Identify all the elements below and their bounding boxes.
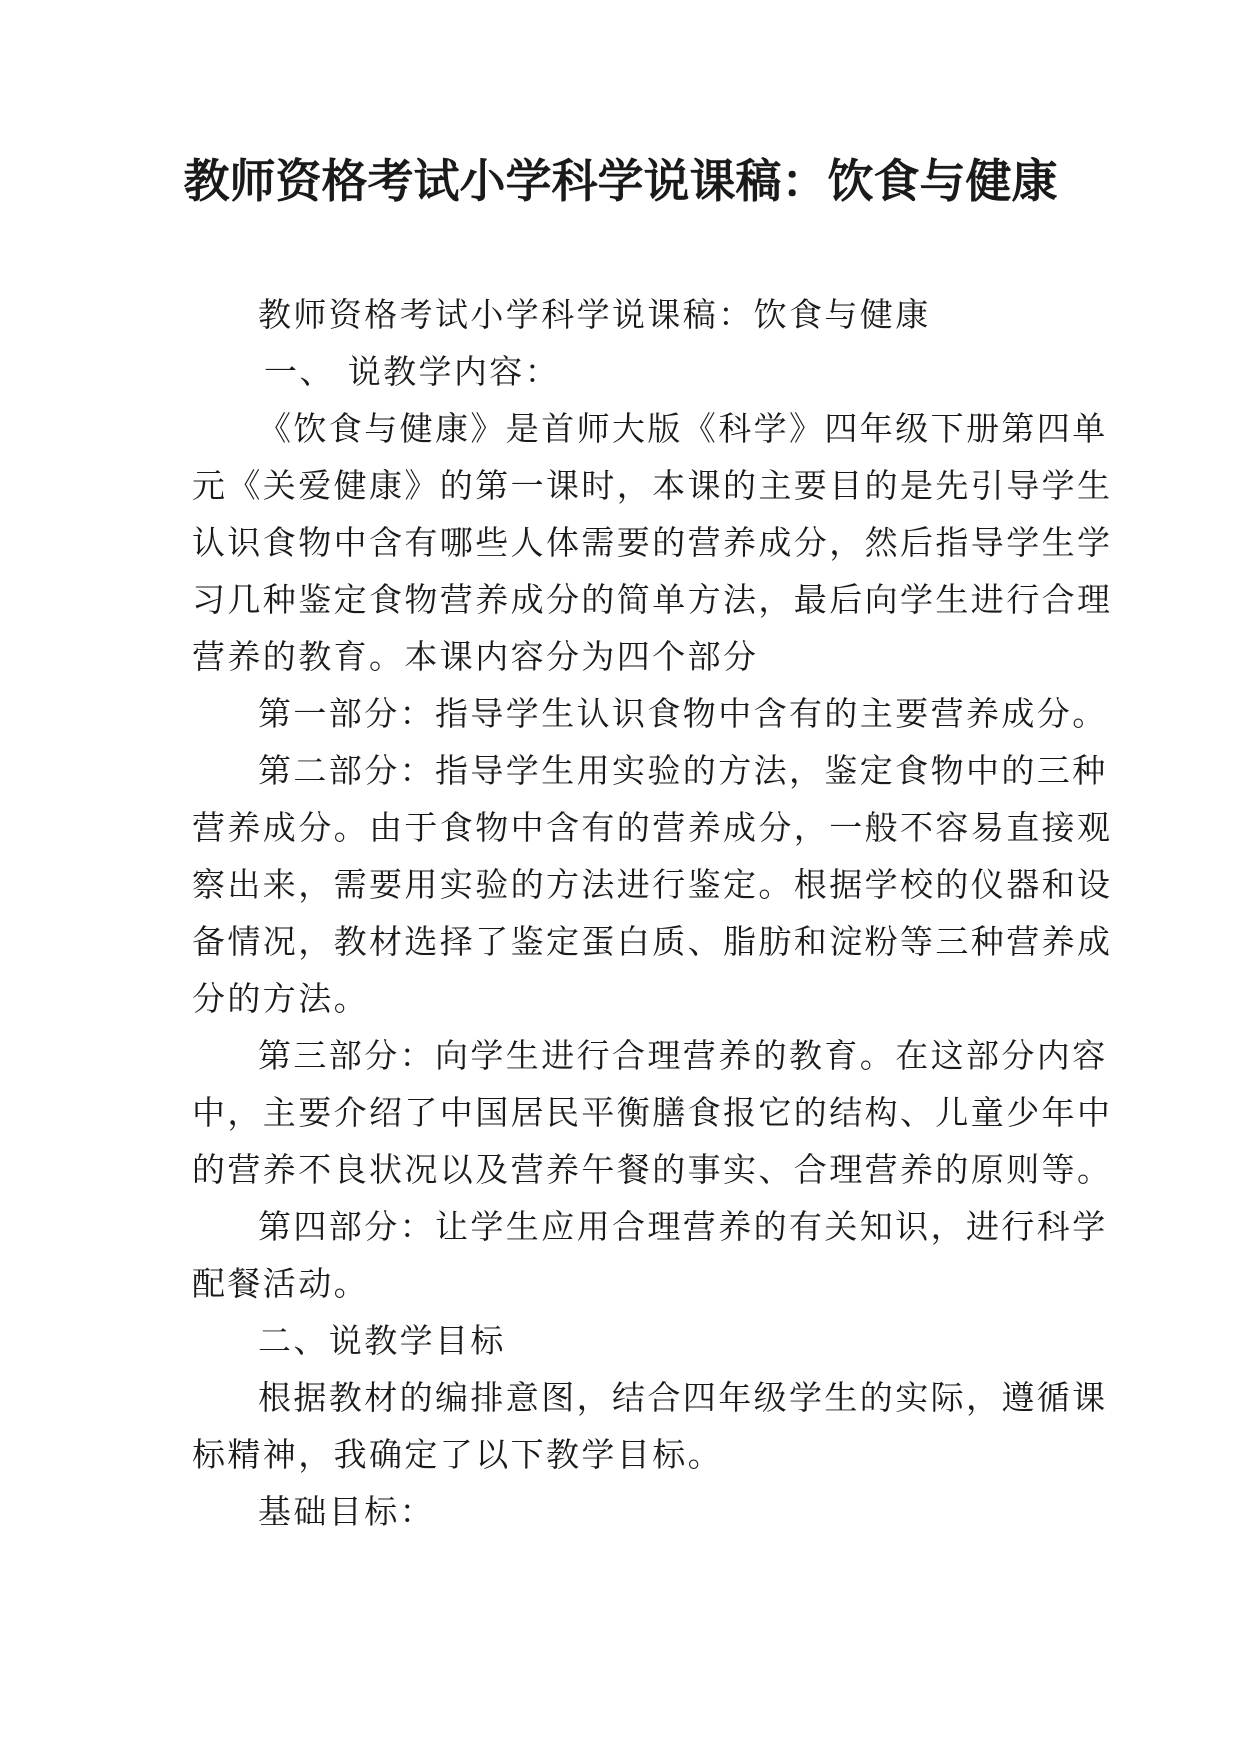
paragraph-line: 察出来，需要用实验的方法进行鉴定。根据学校的仪器和设 [192,865,1113,904]
subtitle-line: 教师资格考试小学科学说课稿：饮食与健康 [258,295,931,334]
paragraph-line: 备情况，教材选择了鉴定蛋白质、脂肪和淀粉等三种营养成 [192,922,1113,961]
paragraph-line: 分的方法。 [192,979,369,1018]
paragraph-line: 根据教材的编排意图，结合四年级学生的实际，遵循课 [258,1378,1108,1417]
paragraph-line: 第四部分：让学生应用合理营养的有关知识，进行科学 [258,1207,1108,1246]
paragraph-line: 认识食物中含有哪些人体需要的营养成分，然后指导学生学 [192,523,1113,562]
paragraph-line: 营养的教育。本课内容分为四个部分 [192,637,759,676]
paragraph-line: 元《关爱健康》的第一课时，本课的主要目的是先引导学生 [192,466,1113,505]
paragraph-line: 第二部分：指导学生用实验的方法，鉴定食物中的三种 [258,751,1108,790]
paragraph-line: 中，主要介绍了中国居民平衡膳食报它的结构、儿童少年中 [192,1093,1113,1132]
paragraph-line: 第一部分：指导学生认识食物中含有的主要营养成分。 [258,694,1108,733]
paragraph-line: 《饮食与健康》是首师大版《科学》四年级下册第四单 [258,409,1108,448]
subheading-basic-goals: 基础目标： [258,1492,435,1531]
paragraph-line: 营养成分。由于食物中含有的营养成分，一般不容易直接观 [192,808,1113,847]
section-heading-content: 一、 说教学内容： [264,352,561,391]
paragraph-line: 习几种鉴定食物营养成分的简单方法，最后向学生进行合理 [192,580,1113,619]
section-heading-goals: 二、说教学目标 [258,1321,506,1360]
paragraph-line: 的营养不良状况以及营养午餐的事实、合理营养的原则等。 [192,1150,1113,1189]
paragraph-line: 配餐活动。 [192,1264,369,1303]
document-body [192,286,1113,1540]
document-title: 教师资格考试小学科学说课稿：饮食与健康 [183,154,1058,208]
paragraph-line: 第三部分：向学生进行合理营养的教育。在这部分内容 [258,1036,1108,1075]
paragraph-line: 标精神，我确定了以下教学目标。 [192,1435,723,1474]
